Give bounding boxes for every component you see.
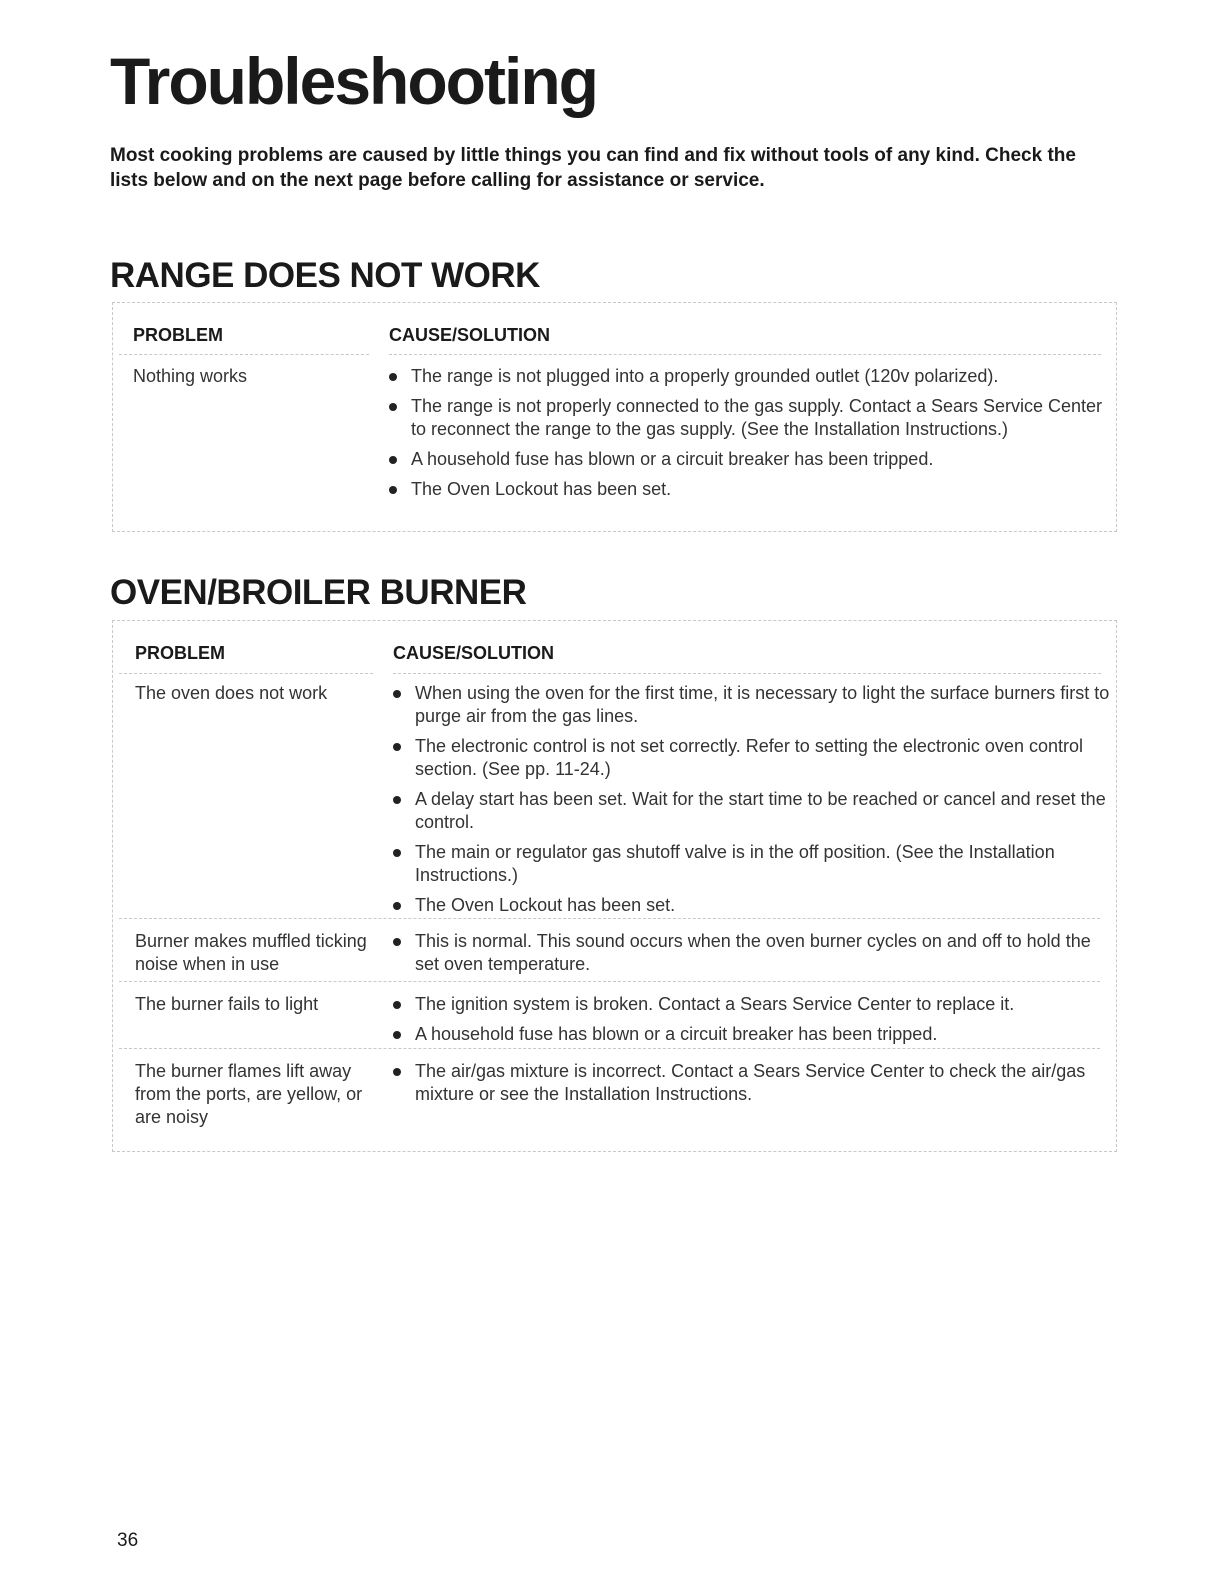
cause-item: The electronic control is not set correctly. Refer to setting the electronic oven control section. (See pp. 11-24.): [393, 735, 1113, 781]
cause-item: The ignition system is broken. Contact a Sears Service Center to replace it.: [393, 993, 1113, 1016]
section-title-range: RANGE DOES NOT WORK: [110, 256, 540, 295]
cause-list: [393, 993, 1113, 1053]
cause-item: The Oven Lockout has been set.: [389, 478, 1109, 501]
cause-list: [389, 365, 1109, 508]
bullet-icon: [393, 1031, 401, 1039]
section-title-oven: OVEN/BROILER BURNER: [110, 573, 527, 612]
cause-item: A household fuse has blown or a circuit breaker has been tripped.: [393, 1023, 1113, 1046]
bullet-icon: [393, 796, 401, 804]
problem-text: The burner flames lift away from the ports, are yellow, or are noisy: [135, 1061, 363, 1127]
cause-item: The range is not properly connected to the gas supply. Contact a Sears Service Center to reconnect the range to the gas supply. (See the Installation Instructions.): [389, 395, 1109, 441]
cause-item: The Oven Lockout has been set.: [393, 894, 1113, 917]
bullet-icon: [393, 902, 401, 910]
row-divider: [119, 1048, 1100, 1049]
bullet-icon: [389, 373, 397, 381]
bullet-icon: [389, 486, 397, 494]
problem-text: Burner makes muffled ticking noise when in use: [135, 931, 367, 974]
header-divider: [393, 673, 1101, 674]
cause-item: A household fuse has blown or a circuit breaker has been tripped.: [389, 448, 1109, 471]
cause-header: CAUSE/SOLUTION: [389, 325, 551, 345]
cause-header: CAUSE/SOLUTION: [393, 643, 555, 663]
oven-table: [112, 620, 1117, 1152]
header-divider: [389, 354, 1101, 355]
problem-header: PROBLEM: [135, 643, 225, 663]
bullet-icon: [393, 849, 401, 857]
cause-item: When using the oven for the first time, it is necessary to light the surface burners first to purge air from the gas lines.: [393, 682, 1113, 728]
cause-list: [393, 930, 1113, 983]
bullet-icon: [389, 456, 397, 464]
problem-text: Nothing works: [133, 366, 248, 386]
problem-text: The burner fails to light: [135, 994, 319, 1014]
bullet-icon: [393, 1068, 401, 1076]
page-title: Troubleshooting: [110, 44, 597, 118]
cause-list: [393, 1060, 1113, 1113]
cause-list: [393, 682, 1113, 924]
problem-header: PROBLEM: [133, 325, 223, 345]
cause-item: This is normal. This sound occurs when the oven burner cycles on and off to hold the set oven temperature.: [393, 930, 1113, 976]
row-divider: [119, 981, 1100, 982]
problem-text: The oven does not work: [135, 683, 328, 703]
header-divider: [119, 673, 373, 674]
range-table: [112, 302, 1117, 532]
page-number: 36: [117, 1530, 139, 1551]
bullet-icon: [393, 743, 401, 751]
bullet-icon: [389, 403, 397, 411]
intro-text: Most cooking problems are caused by little things you can find and fix without tools of any kind. Check the lists below and on the next page before calling for assistance or service.: [110, 145, 1076, 191]
header-divider: [119, 354, 369, 355]
row-divider: [119, 918, 1100, 919]
cause-item: The air/gas mixture is incorrect. Contact a Sears Service Center to check the air/gas mixture or see the Installation Instructions.: [393, 1060, 1113, 1106]
bullet-icon: [393, 938, 401, 946]
cause-item: The main or regulator gas shutoff valve is in the off position. (See the Installation Instructions.): [393, 841, 1113, 887]
cause-item: A delay start has been set. Wait for the start time to be reached or cancel and reset the control.: [393, 788, 1113, 834]
cause-item: The range is not plugged into a properly grounded outlet (120v polarized).: [389, 365, 1109, 388]
bullet-icon: [393, 690, 401, 698]
bullet-icon: [393, 1001, 401, 1009]
